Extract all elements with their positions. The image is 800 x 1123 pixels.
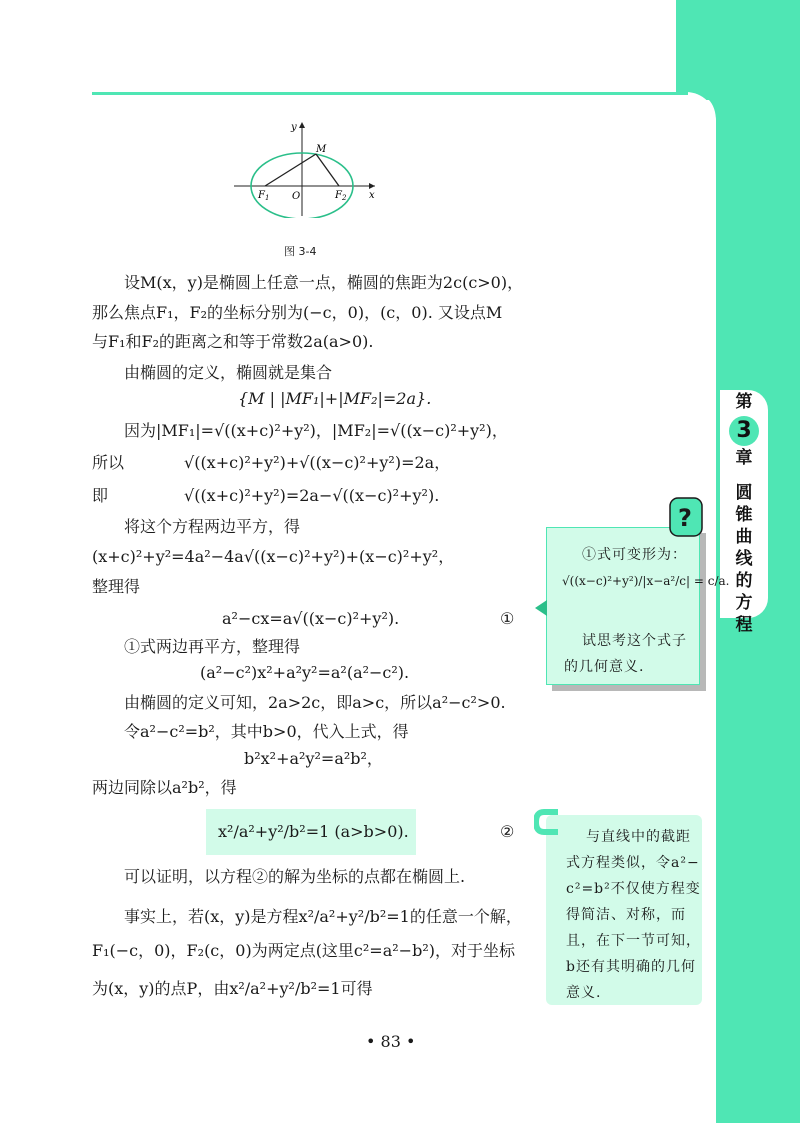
para1-line1: 设M(x，y)是椭圆上任意一点，椭圆的焦距为2c(c>0)， [124,273,524,292]
para1-line2: 那么焦点F₁，F₂的坐标分别为(−c，0)，(c，0). 又设点M [92,303,503,322]
figure-caption: 图 3-4 [284,245,317,258]
note2-line5: 且，在下一节可知， [566,933,701,949]
point-m-label: M [316,144,327,155]
prove-text: 可以证明，以方程②的解为坐标的点都在椭圆上. [124,867,466,886]
fact-line3: 为(x，y)的点P，由x²/a²+y²/b²=1可得 [92,979,373,998]
so-label: 所以 [92,453,125,472]
y-axis-label: y [291,122,297,133]
x-axis-label: x [369,190,375,201]
thinking-head-icon [668,496,708,540]
fact-line1: 事实上，若(x，y)是方程x²/a²+y²/b²=1的任意一个解， [124,907,522,926]
note2-line2: 式方程类似，令a²− [566,855,700,871]
chapter-zhang: 章 [735,448,753,468]
definition-known: 由椭圆的定义可知，2a>2c，即a>c，所以a²−c²>0. [124,693,506,712]
equation-1-tag: ① [500,609,515,628]
chapter-title: 圆锥曲线的方程 [735,483,753,635]
pointer-arrow-icon [535,600,549,616]
chapter-number: 3 [729,416,759,446]
note2-line1: 与直线中的截距 [586,829,691,845]
square-text: 将这个方程两边平方，得 [124,517,301,536]
header-rule [92,92,688,95]
so-equation: √((x+c)²+y²)+√((x−c)²+y²)=2a， [184,453,451,472]
simplify-text: 整理得 [92,577,141,596]
set-equation: {M | |MF₁|+|MF₂|=2a}. [238,389,432,408]
focus-f1-label: F [258,190,265,201]
svg-text:F2: $F_2$ [335,190,347,202]
because-line: 因为|MF₁|=√((x+c)²+y²)，|MF₂|=√((x−c)²+y²)， [124,421,508,440]
fact-line2: F₁(−c，0)，F₂(c，0)为两定点(这里c²=a²−b²)，对于坐标 [92,941,515,960]
equation-1: a²−cx=a√((x−c)²+y²). [222,609,400,628]
origin-label: O [292,191,301,202]
equation-2-tag: ② [500,822,515,841]
svg-text:?: ? [678,504,692,532]
note2-line4: 得简洁、对称，而 [566,907,686,923]
chapter-di: 第 [735,392,753,412]
para2: 由椭圆的定义，椭圆就是集合 [124,363,333,382]
note2-line7: 意义. [566,985,602,1001]
chapter-tab-text [722,392,766,636]
note1-line3: 的几何意义. [564,659,645,675]
square-equation: (x+c)²+y²=4a²−4a√((x−c)²+y²)+(x−c)²+y²， [92,547,455,566]
note1-line1: ①式可变形为： [582,547,687,563]
hook-arrow-icon [534,808,562,838]
top-color-band [676,0,800,100]
svg-text:F1: $F_1$ [258,190,270,202]
note1-line2: 试思考这个式子 [582,633,687,649]
let-text: 令a²−c²=b²，其中b>0，代入上式，得 [124,722,409,741]
para1-line3: 与F₁和F₂的距离之和等于常数2a(a>0). [92,332,374,351]
page-number: • 83 • [366,1032,416,1051]
note2-line3: c²=b²不仅使方程变 [566,881,701,897]
ellipse-figure [230,118,380,218]
ji-label: 即 [92,486,109,505]
equation-1b: (a²−c²)x²+a²y²=a²(a²−c²). [200,663,410,682]
divide-text: 两边同除以a²b²，得 [92,778,237,797]
equation-b: b²x²+a²y²=a²b²， [244,749,383,768]
note2-line6: b还有其明确的几何 [566,959,696,975]
note1-equation: √((x−c)²+y²)/|x−a²/c| = c/a. [562,574,730,588]
ji-equation: √((x+c)²+y²)=2a−√((x−c)²+y²). [184,486,440,505]
focus-f2-label: F [335,190,342,201]
equation-2: x²/a²+y²/b²=1 (a>b>0). [218,822,409,841]
eq1-square-text: ①式两边再平方，整理得 [124,637,301,656]
